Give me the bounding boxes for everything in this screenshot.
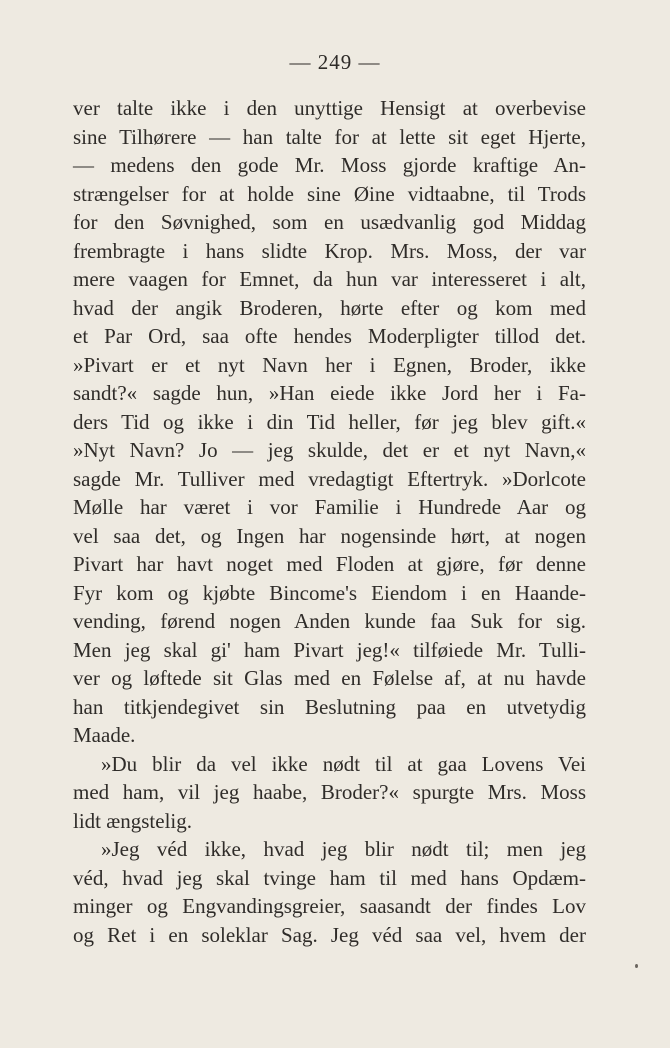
text-line: »Nyt Navn? Jo — jeg skulde, det er et nyt Navn,«: [73, 438, 586, 462]
text-line: »Pivart er et nyt Navn her i Egnen, Broder, ikke: [73, 352, 586, 377]
text-line: — medens den gode Mr. Moss gjorde kraftige An-: [73, 153, 586, 177]
text-line: strængelser for at holde sine Øine vidtaabne, til Trods: [73, 181, 586, 206]
text-line: sine Tilhørere — han talte for at lette sit eget Hjerte,: [73, 124, 586, 149]
text-line: Mølle har været i vor Familie i Hundrede Aar og: [73, 495, 586, 519]
text-line: Pivart har havt noget med Floden at gjøre, før denne: [73, 552, 586, 576]
text-line: »Jeg véd ikke, hvad jeg blir nødt til; men jeg: [101, 837, 586, 861]
text-line: ver og løftede sit Glas med en Følelse af, at nu havde: [73, 666, 586, 690]
text-line: og Ret i en soleklar Sag. Jeg véd saa vel, hvem der: [73, 922, 586, 947]
text-line: véd, hvad jeg skal tvinge ham til med hans Opdæm-: [73, 865, 586, 890]
text-line: sandt?« sagde hun, »Han eiede ikke Jord her i Fa-: [73, 381, 586, 405]
text-line: mere vaagen for Emnet, da hun var interesseret i alt,: [73, 267, 586, 291]
text-line: for den Søvnighed, som en usædvanlig god Middag: [73, 210, 586, 234]
page-number-header: — 249 —: [289, 50, 381, 74]
text-line: et Par Ord, saa ofte hendes Moderpligter tillod det.: [73, 324, 586, 348]
text-line: ders Tid og ikke i din Tid heller, før jeg blev gift.«: [73, 409, 586, 434]
text-line: »Du blir da vel ikke nødt til at gaa Lovens Vei: [101, 751, 586, 776]
text-line: Fyr kom og kjøbte Bincome's Eiendom i en Haande-: [73, 580, 586, 605]
text-line: minger og Engvandingsgreier, saasandt der findes Lov: [73, 894, 586, 918]
text-line: ver talte ikke i den unyttige Hensigt at overbevise: [73, 96, 586, 120]
print-speck: [635, 964, 638, 968]
text-line: sagde Mr. Tulliver med vredagtigt Eftertryk. »Dorlcote: [73, 466, 586, 491]
text-line: han titkjendegivet sin Beslutning paa en utvetydig: [73, 694, 586, 719]
text-line: Maade.: [73, 723, 136, 747]
text-line: lidt ængstelig.: [73, 808, 193, 833]
text-line: vending, førend nogen Anden kunde faa Suk for sig.: [73, 609, 586, 633]
text-line: hvad der angik Broderen, hørte efter og kom med: [73, 295, 586, 320]
text-line: frembragte i hans slidte Krop. Mrs. Moss, der var: [73, 238, 586, 263]
body-text: [73, 94, 586, 949]
text-line: vel saa det, og Ingen har nogensinde hørt, at nogen: [73, 523, 586, 548]
text-line: Men jeg skal gi' ham Pivart jeg!« tilføiede Mr. Tulli-: [73, 637, 586, 662]
text-line: med ham, vil jeg haabe, Broder?« spurgte Mrs. Moss: [73, 780, 586, 804]
